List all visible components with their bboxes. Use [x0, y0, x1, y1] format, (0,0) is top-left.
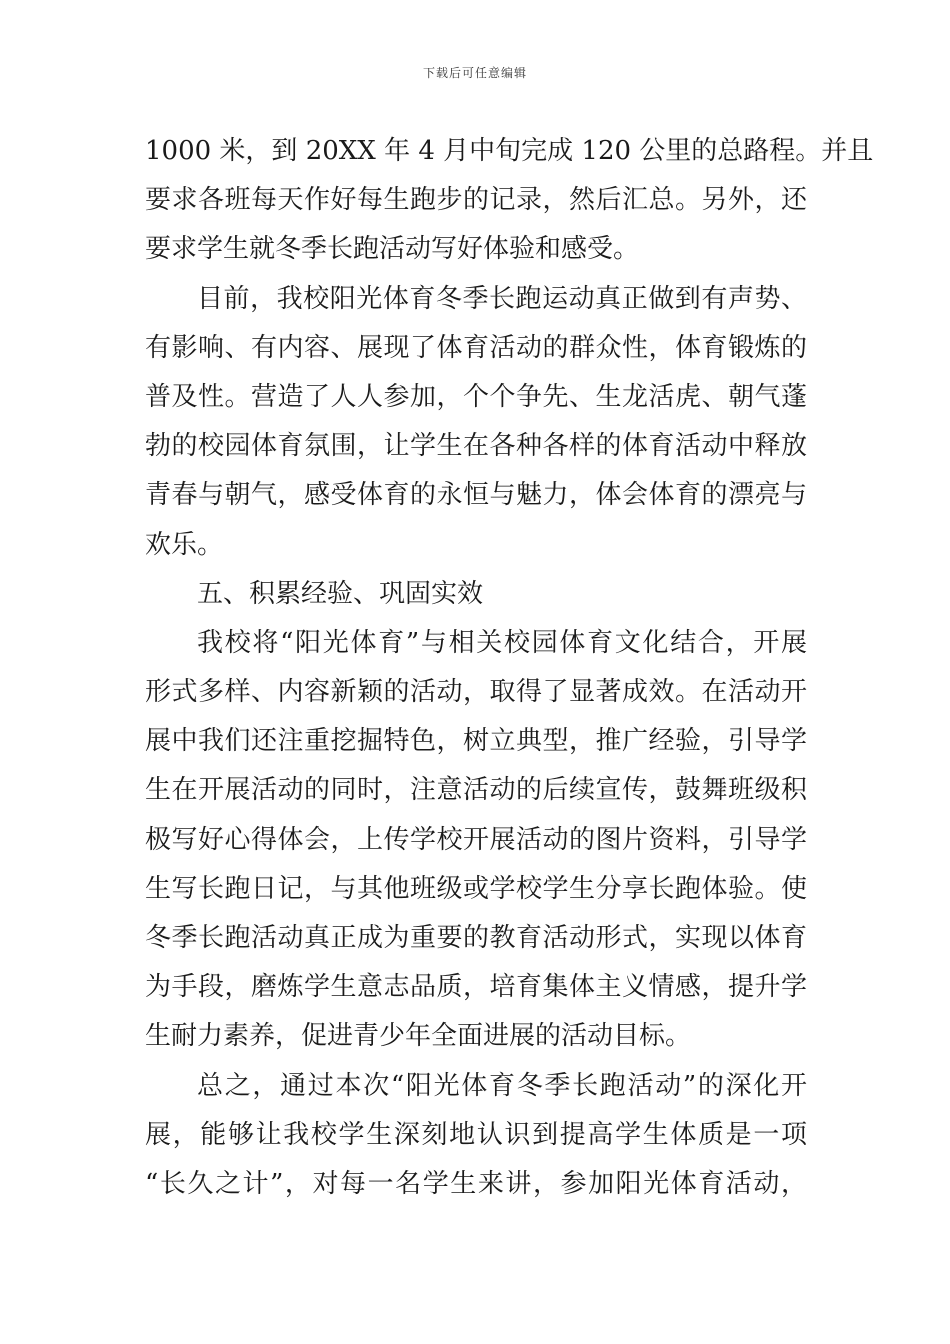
text-line: 目前，我校阳光体育冬季长跑运动真正做到有声势、: [197, 283, 807, 314]
text-line: 极写好心得体会，上传学校开展活动的图片资料，引导学: [145, 824, 807, 855]
text-line: 生耐力素养，促进青少年全面进展的活动目标。: [145, 1021, 692, 1052]
text-line: 为手段，磨炼学生意志品质，培育集体主义情感，提升学: [145, 972, 807, 1003]
text-line: 欢乐。: [145, 529, 224, 560]
text-line: “长久之计”，对每一名学生来讲，参加阳光体育活动，: [145, 1168, 807, 1199]
text-line: 生写长跑日记，与其他班级或学校学生分享长跑体验。使: [145, 873, 807, 904]
text-line: 展，能够让我校学生深刻地认识到提高学生体质是一项: [145, 1119, 807, 1150]
text-line: 要求学生就冬季长跑活动写好体验和感受。: [145, 234, 640, 265]
text-line: 五、积累经验、巩固实效: [197, 578, 484, 609]
document-body: [145, 127, 874, 1209]
text-line: 1000 米，到 20XX 年 4 月中旬完成 120 公里的总路程。并且: [145, 136, 874, 166]
text-line: 我校将“阳光体育”与相关校园体育文化结合，开展: [197, 627, 807, 658]
text-line: 展中我们还注重挖掘特色，树立典型，推广经验，引导学: [145, 726, 807, 757]
text-line: 总之，通过本次“阳光体育冬季长跑活动”的深化开: [197, 1070, 807, 1101]
text-line: 有影响、有内容、展现了体育活动的群众性，体育锻炼的: [145, 332, 807, 363]
text-line: 冬季长跑活动真正成为重要的教育活动形式，实现以体育: [145, 923, 807, 953]
text-line: 生在开展活动的同时，注意活动的后续宣传，鼓舞班级积: [145, 775, 807, 806]
text-line: 普及性。营造了人人参加，个个争先、生龙活虎、朝气蓬: [145, 381, 807, 412]
text-line: 要求各班每天作好每生跑步的记录，然后汇总。另外，还: [145, 185, 807, 216]
text-line: 勃的校园体育氛围，让学生在各种各样的体育活动中释放: [145, 431, 807, 462]
text-line: 形式多样、内容新颖的活动，取得了显著成效。在活动开: [145, 677, 807, 708]
page-header: 下载后可任意编辑: [422, 66, 527, 80]
text-line: 青春与朝气，感受体育的永恒与魅力，体会体育的漂亮与: [145, 480, 807, 511]
